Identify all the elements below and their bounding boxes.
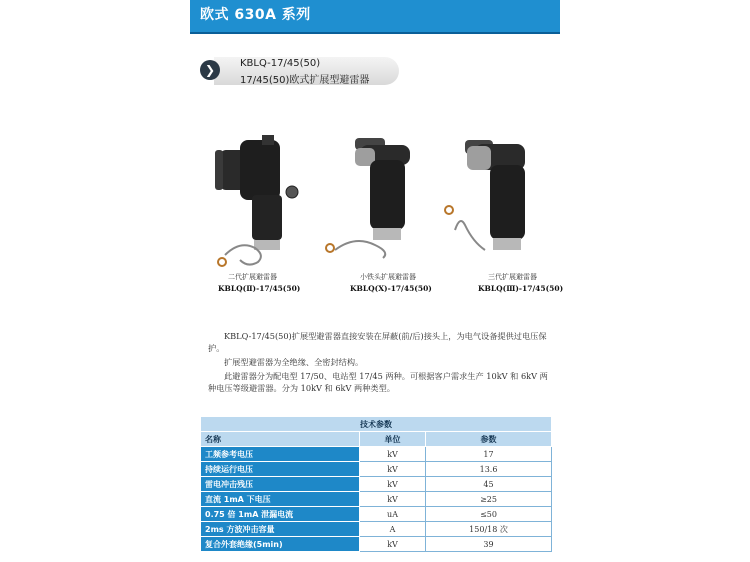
param-value: 13.6 xyxy=(426,462,552,477)
param-value: 17 xyxy=(426,447,552,462)
header-unit: 单位 xyxy=(360,432,426,447)
param-name: 持续运行电压 xyxy=(201,462,360,477)
param-unit: kV xyxy=(360,462,426,477)
param-value: ≥25 xyxy=(426,492,552,507)
param-name: 0.75 倍 1mA 泄漏电流 xyxy=(201,507,360,522)
param-unit: kV xyxy=(360,477,426,492)
description-paragraph-2: 扩展型避雷器为全绝缘、全密封结构。 xyxy=(224,357,364,367)
table-row xyxy=(201,492,552,507)
table-row xyxy=(201,537,552,552)
param-value: 150/18 次 xyxy=(426,522,552,537)
table-title: 技术参数 xyxy=(201,417,552,432)
table-row xyxy=(201,477,552,492)
param-unit: uA xyxy=(360,507,426,522)
subtitle-model: KBLQ-17/45(50) xyxy=(240,58,321,69)
param-value: 45 xyxy=(426,477,552,492)
param-name: 雷电冲击残压 xyxy=(201,477,360,492)
param-name: 直流 1mA 下电压 xyxy=(201,492,360,507)
header-name: 名称 xyxy=(201,432,360,447)
param-value: ≤50 xyxy=(426,507,552,522)
product-caption-3: 三代扩展避雷器 xyxy=(488,273,537,281)
header-value: 参数 xyxy=(426,432,552,447)
param-unit: kV xyxy=(360,447,426,462)
table-row xyxy=(201,507,552,522)
header-bar xyxy=(190,0,560,32)
document-page xyxy=(190,0,564,562)
param-value: 39 xyxy=(426,537,552,552)
series-title: 欧式 630A 系列 xyxy=(200,7,311,23)
chevron-right-icon: ❯ xyxy=(200,60,220,80)
tech-params-table xyxy=(200,416,552,552)
product-model-3: KBLQ(Ⅲ)-17/45(50) xyxy=(478,284,564,293)
arrester-illustration-2 xyxy=(315,130,425,280)
param-unit: kV xyxy=(360,537,426,552)
product-model-1: KBLQ(Ⅱ)-17/45(50) xyxy=(218,284,301,293)
product-caption-2: 小铁头扩展避雷器 xyxy=(360,273,416,281)
product-model-2: KBLQ(X)-17/45(50) xyxy=(350,284,432,293)
param-name: 复合外套绝缘(5min) xyxy=(201,537,360,552)
product-image-2 xyxy=(315,130,425,280)
table-row xyxy=(201,462,552,477)
table-row xyxy=(201,447,552,462)
arrester-illustration-3 xyxy=(435,130,550,280)
description-paragraph-3: 此避雷器分为配电型 17/50、电站型 17/45 两种。可根据客户需求生产 10kV 和 6kV 两种电压等级避雷器。分为 10kV 和 6kV 两种类型。 xyxy=(208,371,548,393)
param-unit: kV xyxy=(360,492,426,507)
header-underline xyxy=(190,32,560,34)
product-image-3 xyxy=(435,130,550,280)
table-row xyxy=(201,522,552,537)
table-header-row xyxy=(201,432,552,447)
subtitle-banner xyxy=(200,55,440,87)
table-title-row xyxy=(201,417,552,432)
param-name: 2ms 方波冲击容量 xyxy=(201,522,360,537)
subtitle-description: 17/45(50)欧式扩展型避雷器 xyxy=(240,75,370,86)
arrester-illustration-1 xyxy=(210,130,320,280)
param-unit: A xyxy=(360,522,426,537)
product-image-1 xyxy=(210,130,320,280)
param-name: 工频参考电压 xyxy=(201,447,360,462)
product-caption-1: 二代扩展避雷器 xyxy=(228,273,277,281)
description-paragraph-1: KBLQ-17/45(50)扩展型避雷器直接安装在屏蔽(前/后)接头上，为电气设备提供过电压保护。 xyxy=(208,331,547,353)
